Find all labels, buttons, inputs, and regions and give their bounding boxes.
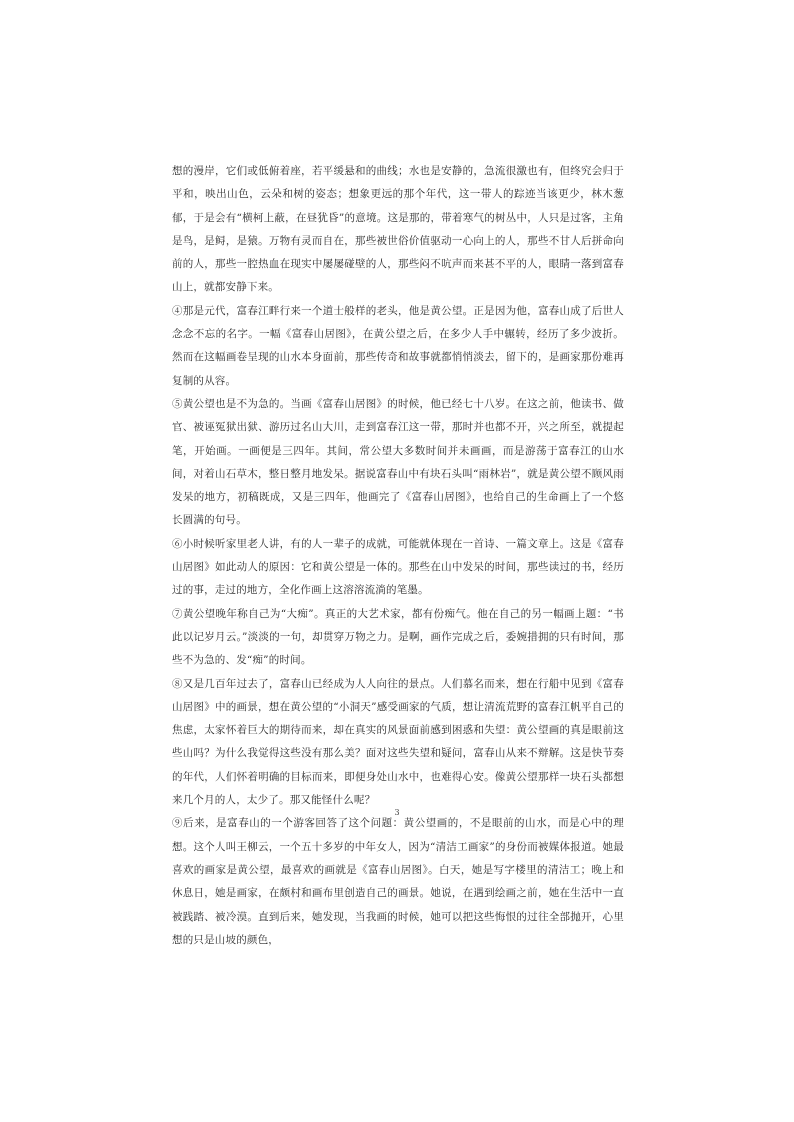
paragraph-6: ⑧又是几百年过去了，富春山已经成为人人向往的景点。人们慕名而来，想在行船中见到《富春山居图》中的画景，想在黄公望的“小洞天”感受画家的气质，想让清流荒野的富春江帆平自己的焦虑，太家怀着巨大的期待而来，却在真实的风景面前感到困惑和失望：黄公望画的真是眼前这些山吗？为什么我觉得这些没有那么美？面对这些失望和疑问，富春山从来不辩解。这是快节奏的年代，人们怀着明确的目标而来，即便身处山水中，也难得心安。像黄公望那样一块石头都想来几个月的人，太少了。那又能怪什么呢？ (172, 677, 624, 807)
paragraph-4: ⑥小时候听家里老人讲，有的人一辈子的成就，可能就体现在一首诗、一篇文章上。这是《富春山居图》如此动人的原因：它和黄公望是一体的。那些在山中发呆的时间，那些读过的书，经历过的事，走过的地方，全化作画上这溶溶流淌的笔墨。 (172, 537, 624, 597)
paragraph-3: ⑤黄公望也是不为急的。当画《富春山居图》的时候，他已经七十八岁。在这之前，他读书、做官、被诬冤狱出狱、游历过名山大川，走到富春江这一带，那时并也都不开，兴之所至，就提起笔，开始画。一画便是三四年。其间，常公望大多数时间并未画画，而是游荡于富春江的山水间，对着山石草木，整日整月地发呆。据说富春山中有块石头叫“雨林岩”，就是黄公望不顾风雨发呆的地方，初稿既成，又是三四年，他画完了《富春山居图》，也给自己的生命画上了一个悠长圆满的句号。 (172, 397, 624, 527)
page-number: 3 (394, 808, 400, 817)
paragraph-2: ④那是元代，富春江畔行来一个道士般样的老头，他是黄公望。正是因为他，富春山成了后世人念念不忘的名字。一幅《富春山居图》，在黄公望之后，在多少人手中辗转，经历了多少波折。然而在这幅画卷呈现的山水本身面前，那些传奇和故事就都悄悄淡去，留下的，是画家那份难再复制的从容。 (172, 304, 624, 387)
paragraph-7: ⑨后来，是富春山的一个游客回答了这个问题：黄公望画的，不是眼前的山水，而是心中的理想。这个人叫王柳云，一个五十多岁的中年女人，因为“清洁工画家”的身份而被媒体报道。她最喜欢的画家是黄公望，最喜欢的画就是《富春山居图》。白天，她是写字楼里的清洁工；晚上和休息日，她是画家，在颇村和画布里创造自己的画景。她说，在遇到绘画之前，她在生活中一直被践踏、被冷漠。直到后来，她发现，当我画的时候，她可以把这些悔恨的过往全部抛开，心里想的只是山坡的颜色， (172, 817, 624, 946)
paragraph-1: 想的漫岸，它们或低俯着座，若平缓悬和的曲线；水也是安静的，急流很激也有，但终究会归于平和，映出山色，云朵和树的姿态；想象更远的那个年代，这一带人的踪迹当该更少，林木葱郁，于是会有“横柯上蔽，在昼犹昏”的意境。这是那的，带着寒气的树丛中，人只是过客，主角是鸟，是鲟，是猿。万物有灵而自在，那些被世俗价值驱动一心向上的人，那些不甘人后拼命向前的人，那些一腔热血在现实中屡屡碰壁的人，那些闷不吭声而来甚不平的人，眼睛一落到富春山上，就都安静下来。 (172, 165, 624, 294)
body-text (172, 160, 624, 952)
paragraph-5: ⑦黄公望晚年称自己为“大痴”。真正的大艺术家，都有份痴气。他在自己的另一幅画上题：“书此以记岁月云。”淡淡的一句，却贯穿万物之力。是啊，画作完成之后，委婉措拥的只有时间，那些不为急的、发“痴”的时间。 (172, 607, 624, 667)
